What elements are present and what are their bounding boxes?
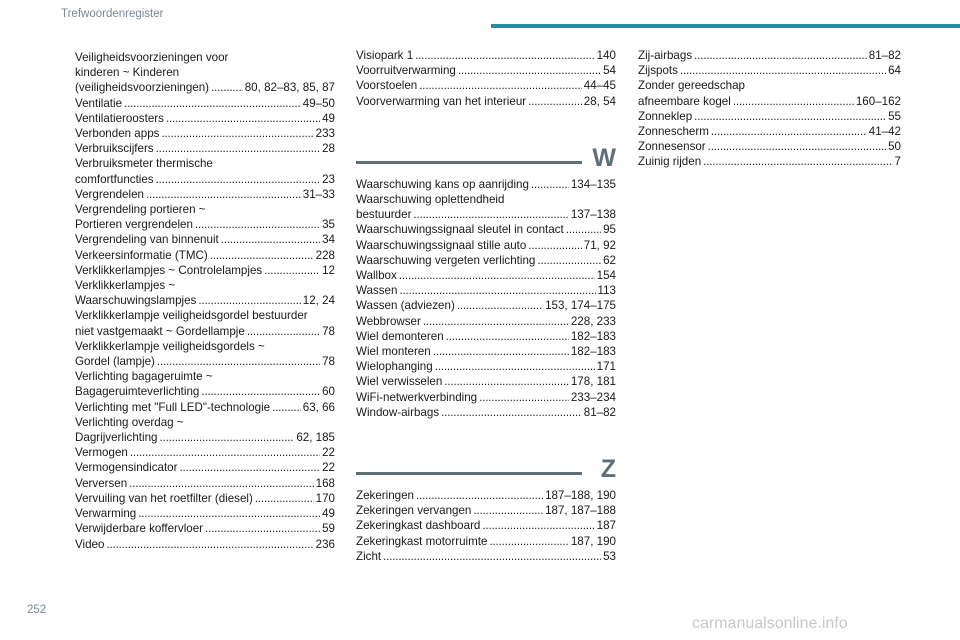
entry-last-line [75, 141, 335, 156]
letter-section-header [356, 137, 616, 177]
entry-last-line [356, 283, 616, 298]
index-entry [356, 314, 616, 329]
dot-leader [124, 96, 301, 111]
entry-term: Waarschuwingssignaal sleutel in contact [356, 223, 564, 237]
entry-last-line [75, 476, 335, 491]
entry-last-line [638, 109, 901, 124]
entry-last-line [356, 405, 616, 420]
section-divider [356, 472, 582, 475]
entry-term: Verbonden apps [75, 127, 160, 141]
entry-last-line [75, 96, 335, 111]
entry-last-line [75, 248, 335, 263]
entry-page-ref[interactable]: 7 [894, 155, 901, 169]
entry-term: Window-airbags [356, 405, 440, 419]
entry-page-ref[interactable]: 49 [322, 111, 335, 125]
entry-page-ref[interactable]: 55 [888, 109, 901, 123]
entry-page-ref[interactable]: 233–234 [570, 390, 616, 404]
dot-leader [106, 537, 313, 552]
dot-leader [399, 283, 595, 298]
index-entry [356, 253, 616, 268]
entry-last-line [75, 232, 335, 247]
dot-leader [157, 354, 320, 369]
dot-leader [138, 506, 320, 521]
entry-last-line [356, 518, 616, 533]
index-entry [75, 491, 335, 506]
dot-leader [159, 430, 294, 445]
entry-page-ref[interactable]: 31–33 [302, 187, 335, 201]
entry-last-line [75, 187, 335, 202]
entry-last-line [356, 374, 616, 389]
dot-leader [247, 324, 320, 339]
entry-page-ref[interactable]: 60 [322, 385, 335, 399]
entry-term: Voorverwarming van het interieur [356, 94, 527, 108]
dot-leader [531, 177, 569, 192]
dot-leader [195, 217, 320, 232]
entry-page-ref[interactable]: 54 [603, 64, 616, 78]
entry-page-ref[interactable]: 23 [322, 172, 335, 186]
entry-term: Vermogen [75, 446, 128, 460]
dot-leader [205, 521, 320, 536]
entry-term: Zonneklep [638, 109, 693, 123]
entry-page-ref[interactable]: 34 [322, 233, 335, 247]
entry-page-ref[interactable]: 233 [315, 127, 335, 141]
entry-term: Video [75, 537, 105, 551]
entry-last-line [356, 359, 616, 374]
index-entry [75, 521, 335, 536]
entry-term: Vergrendelen [75, 187, 144, 201]
entry-last-line [75, 324, 335, 339]
entry-page-ref[interactable]: 81–82 [868, 49, 901, 62]
entry-last-line [356, 78, 616, 93]
entry-page-ref[interactable]: 49 [322, 507, 335, 521]
entry-term: Ventilatieroosters [75, 111, 164, 125]
dot-leader [566, 222, 601, 237]
entry-term-line: Verlichting overdag ~ [75, 415, 184, 429]
entry-term: Zonnescherm [638, 125, 709, 139]
index-entry [75, 400, 335, 415]
entry-page-ref[interactable]: 187 [596, 519, 616, 533]
dot-leader [129, 476, 313, 491]
index-entry [638, 124, 901, 139]
entry-last-line [356, 488, 616, 503]
entry-last-line [75, 354, 335, 369]
entry-term: Zij-airbags [638, 49, 693, 62]
index-entry [75, 187, 335, 202]
index-entry [638, 109, 901, 124]
entry-term: Wielophanging [356, 360, 433, 374]
index-entry [356, 390, 616, 405]
entry-page-ref[interactable]: 53 [603, 549, 616, 563]
index-entry [356, 359, 616, 374]
index-entry [75, 96, 335, 111]
entry-term: Vervuiling van het roetfilter (diesel) [75, 491, 253, 505]
dot-leader [255, 491, 314, 506]
entry-page-ref[interactable]: 182–183 [570, 345, 616, 359]
entry-term-line: Verbruiksmeter thermische [75, 157, 213, 171]
entry-term: Verbruikscijfers [75, 142, 154, 156]
dot-leader [166, 111, 320, 126]
dot-leader [694, 109, 886, 124]
index-entry [356, 488, 616, 503]
entry-page-ref[interactable]: 134–135 [570, 177, 616, 191]
dot-leader [680, 63, 886, 78]
entry-page-ref[interactable]: 137–138 [570, 208, 616, 222]
entry-last-line [75, 263, 335, 278]
entry-term: Wassen [356, 284, 398, 298]
entry-last-line [356, 390, 616, 405]
entry-last-line [356, 298, 616, 313]
entry-term-line: Veiligheidsvoorzieningen voor [75, 51, 229, 64]
entry-term: Vergrendeling van binnenuit [75, 233, 219, 247]
entry-page-ref[interactable]: 140 [596, 49, 616, 62]
entry-page-ref[interactable]: 80, 82–83, 85, 87 [244, 81, 335, 95]
index-entry [75, 476, 335, 491]
entry-page-ref[interactable]: 78 [322, 324, 335, 338]
entry-last-line [356, 344, 616, 359]
dot-leader [161, 126, 313, 141]
entry-term-line: Waarschuwing oplettendheid [356, 193, 505, 207]
dot-leader [416, 488, 543, 503]
dot-leader [201, 384, 320, 399]
entry-term: Verlichting met "Full LED"-technologie [75, 400, 271, 414]
entry-term: Waarschuwing kans op aanrijding [356, 177, 529, 191]
index-entry [356, 222, 616, 237]
entry-term: Waarschuwingssignaal stille auto [356, 238, 527, 252]
index-entry [356, 518, 616, 533]
index-entry [356, 549, 616, 564]
entry-last-line [75, 400, 335, 415]
entry-last-line [75, 506, 335, 521]
entry-page-ref[interactable]: 78 [322, 355, 335, 369]
entry-term-line: Vergrendeling portieren ~ [75, 203, 206, 217]
index-entry [638, 48, 901, 63]
dot-leader [399, 268, 595, 283]
index-entry [75, 111, 335, 126]
dot-leader [433, 344, 569, 359]
entry-term: Wallbox [356, 269, 397, 283]
entry-last-line [75, 460, 335, 475]
entry-last-line [356, 268, 616, 283]
index-entry [638, 63, 901, 78]
section-letter: Z [600, 455, 616, 484]
entry-page-ref[interactable]: 187–188, 190 [545, 489, 616, 503]
entry-page-ref[interactable]: 228, 233 [570, 314, 616, 328]
dot-leader [528, 238, 581, 253]
index-entry [356, 63, 616, 78]
entry-term: Portieren vergrendelen [75, 218, 193, 232]
entry-term: bestuurder [356, 208, 412, 222]
entry-page-ref[interactable]: 62, 185 [296, 431, 335, 445]
dot-leader [413, 207, 568, 222]
entry-term-line: Verklikkerlampje veiligheidsgordel bestuurder [75, 309, 308, 323]
entry-page-ref[interactable]: 81–82 [583, 405, 616, 419]
dot-leader [419, 78, 582, 93]
index-entry [356, 503, 616, 518]
entry-term: niet vastgemaakt ~ Gordellampje [75, 324, 245, 338]
dot-leader [473, 503, 543, 518]
index-entry [75, 278, 335, 308]
page-number: 252 [27, 604, 47, 616]
dot-leader [272, 400, 301, 415]
dot-leader [146, 187, 301, 202]
entry-page-ref[interactable]: 178, 181 [570, 375, 616, 389]
entry-last-line [638, 48, 901, 63]
index-entry [75, 141, 335, 156]
entry-term: Zuinig rijden [638, 155, 702, 169]
index-entry [75, 202, 335, 232]
entry-last-line [75, 217, 335, 232]
dot-leader [446, 329, 569, 344]
entry-page-ref[interactable]: 64 [888, 64, 901, 78]
entry-term-line: Verklikkerlampje veiligheidsgordels ~ [75, 339, 265, 353]
entry-page-ref[interactable]: 95 [603, 223, 616, 237]
index-entry [75, 415, 335, 445]
entry-term: Wiel demonteren [356, 329, 444, 343]
entry-page-ref[interactable]: 168 [315, 476, 335, 490]
entry-page-ref[interactable]: 22 [322, 446, 335, 460]
dot-leader [264, 263, 320, 278]
dot-leader [537, 253, 601, 268]
entry-term: Webbrowser [356, 314, 421, 328]
index-entry [75, 460, 335, 475]
entry-last-line [638, 139, 901, 154]
entry-page-ref[interactable]: 62 [603, 253, 616, 267]
entry-last-line [75, 293, 335, 308]
index-entry [75, 50, 335, 96]
entry-term: Zijspots [638, 64, 678, 78]
index-entry [356, 238, 616, 253]
entry-last-line [638, 94, 901, 109]
entry-term-line: kinderen ~ Kinderen [75, 66, 180, 80]
entry-term: Wassen (adviezen) [356, 299, 455, 313]
entry-page-ref[interactable]: 160–162 [855, 94, 901, 108]
index-entry [356, 283, 616, 298]
entry-last-line [356, 329, 616, 344]
index-entry [75, 263, 335, 278]
entry-term: Wiel verwisselen [356, 375, 443, 389]
entry-last-line [356, 94, 616, 109]
entry-term: Ventilatie [75, 96, 123, 110]
index-column-1 [75, 50, 335, 552]
entry-last-line [356, 222, 616, 237]
index-entry [638, 78, 901, 108]
dot-leader [415, 48, 595, 63]
index-entry [356, 177, 616, 192]
entry-page-ref[interactable]: 35 [322, 218, 335, 232]
entry-term-line: Verklikkerlampjes ~ [75, 279, 176, 293]
entry-term: Verversen [75, 476, 128, 490]
entry-last-line [356, 207, 616, 222]
entry-last-line [356, 534, 616, 549]
dot-leader [528, 94, 582, 109]
dot-leader [156, 141, 320, 156]
dot-leader [211, 80, 243, 95]
letter-section-header [356, 448, 616, 488]
entry-term-line: Zonder gereedschap [638, 79, 745, 93]
entry-last-line [356, 238, 616, 253]
entry-last-line [75, 80, 335, 95]
entry-term: afneembare kogel [638, 94, 731, 108]
index-entry [638, 139, 901, 154]
entry-term: Zekeringkast motorruimte [356, 534, 488, 548]
index-entry [356, 48, 616, 63]
entry-last-line [75, 521, 335, 536]
index-entry [356, 405, 616, 420]
dot-leader [130, 445, 320, 460]
index-entry [75, 156, 335, 186]
entry-page-ref[interactable]: 12, 24 [302, 294, 335, 308]
entry-last-line [356, 48, 616, 63]
entry-last-line [75, 430, 335, 445]
entry-last-line [638, 63, 901, 78]
entry-page-ref[interactable]: 28 [322, 142, 335, 156]
index-entry [75, 445, 335, 460]
dot-leader [694, 48, 867, 63]
entry-term: Verklikkerlampjes ~ Controlelampjes [75, 263, 263, 277]
entry-page-ref[interactable]: 50 [888, 140, 901, 154]
dot-leader [708, 139, 886, 154]
index-entry [356, 374, 616, 389]
entry-last-line [638, 154, 901, 169]
dot-leader [733, 94, 854, 109]
index-entry [356, 329, 616, 344]
entry-page-ref[interactable]: 154 [596, 269, 616, 283]
index-entry [75, 339, 335, 369]
dot-leader [458, 63, 601, 78]
index-entry [356, 534, 616, 549]
index-entry [75, 232, 335, 247]
dot-leader [489, 534, 568, 549]
entry-last-line [75, 384, 335, 399]
dot-leader [441, 405, 582, 420]
entry-page-ref[interactable]: 182–183 [570, 329, 616, 343]
section-letter: W [592, 143, 616, 172]
entry-page-ref[interactable]: 59 [322, 522, 335, 536]
dot-leader [198, 293, 300, 308]
entry-term: (veiligheidsvoorzieningen) [75, 81, 210, 95]
dot-leader [444, 374, 569, 389]
index-entry [75, 369, 335, 399]
entry-page-ref[interactable]: 187, 187–188 [545, 504, 616, 518]
entry-last-line [75, 445, 335, 460]
dot-leader [703, 154, 892, 169]
entry-term: Zekeringen [356, 489, 415, 503]
index-entry [356, 268, 616, 283]
entry-term: Vermogensindicator [75, 461, 178, 475]
index-entry [75, 248, 335, 263]
entry-term: Verwarming [75, 507, 137, 521]
entry-term: Zonnesensor [638, 140, 706, 154]
entry-page-ref[interactable]: 28, 54 [583, 94, 616, 108]
entry-page-ref[interactable]: 113 [597, 284, 616, 298]
index-entry [356, 94, 616, 109]
index-entry [638, 154, 901, 169]
entry-last-line [75, 126, 335, 141]
dot-leader [457, 298, 543, 313]
index-entry [75, 126, 335, 141]
entry-page-ref[interactable]: 22 [322, 461, 335, 475]
entry-last-line [356, 253, 616, 268]
index-entry [356, 192, 616, 222]
entry-page-ref[interactable]: 228 [315, 248, 335, 262]
header-accent-bar [491, 24, 960, 28]
entry-page-ref[interactable]: 41–42 [868, 125, 901, 139]
index-entry [356, 78, 616, 93]
entry-term: Verwijderbare koffervloer [75, 522, 204, 536]
section-title: Trefwoordenregister [61, 8, 164, 20]
dot-leader [156, 172, 320, 187]
index-entry [356, 344, 616, 359]
entry-last-line [356, 314, 616, 329]
entry-term: comfortfuncties [75, 172, 154, 186]
dot-leader [435, 359, 595, 374]
dot-leader [479, 390, 569, 405]
entry-page-ref[interactable]: 44–45 [583, 79, 616, 93]
entry-term: Voorruitverwarming [356, 64, 456, 78]
index-column-2 [356, 48, 616, 564]
entry-last-line [75, 537, 335, 552]
entry-page-ref[interactable]: 171 [596, 360, 616, 374]
entry-term: Voorstoelen [356, 79, 418, 93]
index-entry [356, 298, 616, 313]
entry-last-line [75, 111, 335, 126]
entry-term: WiFi-netwerkverbinding [356, 390, 478, 404]
entry-page-ref[interactable]: 236 [315, 537, 335, 551]
dot-leader [221, 232, 320, 247]
entry-last-line [75, 491, 335, 506]
entry-page-ref[interactable]: 49–50 [302, 96, 335, 110]
entry-term: Gordel (lampje) [75, 355, 155, 369]
entry-page-ref[interactable]: 63, 66 [302, 400, 335, 414]
entry-page-ref[interactable]: 12 [322, 263, 335, 277]
entry-last-line [75, 172, 335, 187]
entry-term: Waarschuwing vergeten verlichting [356, 253, 536, 267]
entry-page-ref[interactable]: 71, 92 [583, 238, 616, 252]
dot-leader [423, 314, 569, 329]
entry-term: Waarschuwingslampjes [75, 294, 197, 308]
entry-term: Dagrijverlichting [75, 431, 158, 445]
entry-term: Zekeringen vervangen [356, 504, 472, 518]
watermark: carmanualsonline.info [692, 615, 848, 632]
entry-last-line [356, 549, 616, 564]
dot-leader [383, 549, 601, 564]
dot-leader [711, 124, 867, 139]
entry-term: Zicht [356, 549, 382, 563]
dot-leader [210, 248, 314, 263]
section-divider [356, 161, 582, 164]
index-entry [75, 506, 335, 521]
index-column-3 [638, 48, 901, 170]
entry-last-line [356, 177, 616, 192]
entry-term-line: Verlichting bagageruimte ~ [75, 370, 213, 384]
entry-page-ref[interactable]: 153, 174–175 [545, 299, 616, 313]
index-entry [75, 537, 335, 552]
entry-last-line [356, 503, 616, 518]
entry-page-ref[interactable]: 187, 190 [570, 534, 616, 548]
entry-term: Verkeersinformatie (TMC) [75, 248, 208, 262]
dot-leader [179, 460, 320, 475]
entry-term: Bagageruimteverlichting [75, 385, 200, 399]
entry-term: Wiel monteren [356, 345, 431, 359]
dot-leader [482, 518, 594, 533]
entry-term: Zekeringkast dashboard [356, 519, 481, 533]
entry-last-line [638, 124, 901, 139]
entry-term: Visiopark 1 [356, 49, 414, 62]
index-entry [75, 308, 335, 338]
entry-page-ref[interactable]: 170 [315, 491, 335, 505]
entry-last-line [356, 63, 616, 78]
